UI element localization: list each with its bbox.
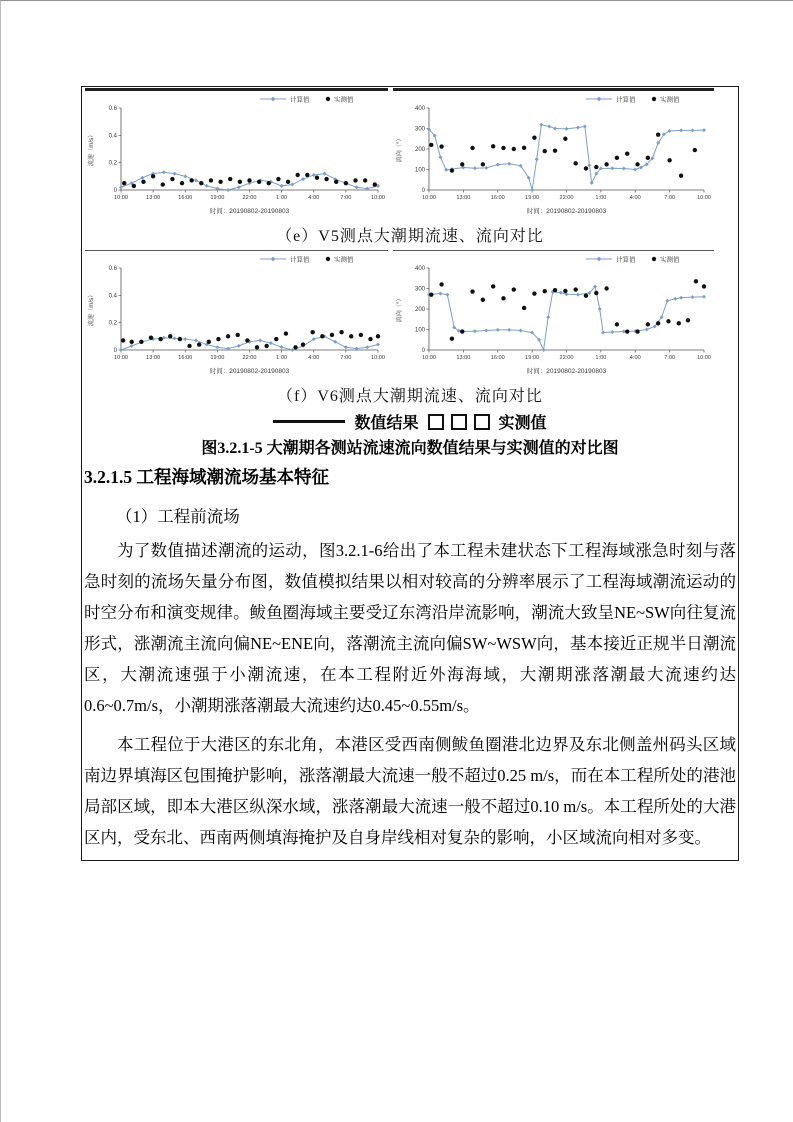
chart-v6-speed <box>85 251 388 377</box>
svg-text:时间：20190802-20190803: 时间：20190802-20190803 <box>209 368 290 375</box>
svg-text:7:00: 7:00 <box>664 195 676 201</box>
figure-legend <box>84 410 736 433</box>
svg-text:10:00: 10:00 <box>697 355 711 361</box>
svg-text:0.4: 0.4 <box>108 133 117 140</box>
chart-image-v6-speed <box>85 250 388 377</box>
svg-text:1:00: 1:00 <box>276 355 288 361</box>
svg-text:16:00: 16:00 <box>178 355 193 361</box>
svg-text:实测值: 实测值 <box>334 96 354 104</box>
svg-text:1:00: 1:00 <box>595 195 607 201</box>
svg-text:10:00: 10:00 <box>422 355 436 361</box>
svg-text:时间：20190802-20190803: 时间：20190802-20190803 <box>209 208 290 215</box>
svg-text:22:00: 22:00 <box>242 355 257 361</box>
section-heading: 3.2.1.5 工程海域潮流场基本特征 <box>84 467 329 487</box>
svg-text:流向（°）: 流向（°） <box>396 295 403 323</box>
svg-text:400: 400 <box>414 106 425 112</box>
svg-text:1:00: 1:00 <box>595 355 607 361</box>
chart-row-v5 <box>85 88 736 217</box>
svg-text:流向（°）: 流向（°） <box>396 135 403 163</box>
caption-e: （e）V5测点大潮期流速、流向对比 <box>276 228 544 245</box>
svg-text:19:00: 19:00 <box>525 195 540 201</box>
svg-text:实测值: 实测值 <box>334 256 354 264</box>
svg-text:0: 0 <box>113 348 117 354</box>
svg-text:实测值: 实测值 <box>660 96 680 104</box>
numeric-result-label: 数值结果 <box>354 415 419 432</box>
svg-text:19:00: 19:00 <box>525 355 540 361</box>
svg-text:0.2: 0.2 <box>108 320 117 327</box>
square-marker-icon <box>451 414 467 430</box>
svg-text:13:00: 13:00 <box>456 355 471 361</box>
svg-text:13:00: 13:00 <box>146 355 161 361</box>
svg-text:22:00: 22:00 <box>559 355 574 361</box>
svg-text:0.2: 0.2 <box>108 160 117 167</box>
square-marker-icon <box>428 414 444 430</box>
chart-v5-direction <box>393 91 714 217</box>
chart-v5-speed <box>85 91 388 217</box>
svg-text:时间：20190802-20190803: 时间：20190802-20190803 <box>526 368 607 375</box>
svg-text:400: 400 <box>414 266 425 272</box>
svg-text:22:00: 22:00 <box>242 195 257 201</box>
svg-text:13:00: 13:00 <box>456 195 471 201</box>
svg-text:10:00: 10:00 <box>114 355 128 361</box>
svg-text:0.6: 0.6 <box>108 266 117 272</box>
report-table-cell <box>81 86 739 861</box>
svg-text:计算值: 计算值 <box>616 96 636 104</box>
svg-text:0.6: 0.6 <box>108 106 117 112</box>
svg-text:10:00: 10:00 <box>114 195 128 201</box>
svg-text:10:00: 10:00 <box>422 195 436 201</box>
svg-text:300: 300 <box>414 126 425 133</box>
svg-text:200: 200 <box>414 147 425 153</box>
svg-text:0: 0 <box>421 188 425 194</box>
paragraph-flow-description: 为了数值描述潮流的运动，图3.2.1-6给出了本工程未建状态下工程海域涨急时刻与落急时刻的流场矢量分布图，数值模拟结果以相对较高的分辨率展示了工程海域潮流运动的时空分布和演变规律。鲅鱼圈海域主要受辽东湾沿岸流影响，潮流大致呈NE~SW向往复流形式，涨潮流主流向偏NE~ENE向，落潮流主流向偏SW~WSW向，基本接近正规半日潮流区，大潮流速强于小潮流速，在本工程附近外海海域，大潮期涨落潮最大流速约达0.6~0.7m/s，小潮期涨落潮最大流速约达0.45~0.55m/s。 <box>84 541 736 715</box>
paragraph-project-location: 本工程位于大港区的东北角，本港区受西南侧鲅鱼圈港北边界及东北侧盖州码头区域南边界填海区包围掩护影响，涨落潮最大流速一般不超过0.25 m/s，而在本工程所处的港池局部区域，即本大港区纵深水域，涨落潮最大流速一般不超过0.10 m/s。本工程所处的大港区内，受东北、西南两侧填海掩护及自身岸线相对复杂的影响，小区域流向相对多变。 <box>84 735 736 847</box>
numeric-result-line-icon <box>273 420 345 423</box>
svg-text:16:00: 16:00 <box>178 195 193 201</box>
svg-text:流速（m/s）: 流速（m/s） <box>88 291 95 327</box>
svg-text:4:00: 4:00 <box>629 355 641 361</box>
svg-text:0: 0 <box>421 348 425 354</box>
svg-text:4:00: 4:00 <box>629 195 641 201</box>
chart-v6-direction <box>393 251 714 377</box>
svg-text:0: 0 <box>113 188 117 194</box>
figure-caption: 图3.2.1-5 大潮期各测站流速流向数值结果与实测值的对比图 <box>201 440 619 457</box>
caption-f: （f）V6测点大潮期流速、流向对比 <box>277 388 543 405</box>
svg-text:16:00: 16:00 <box>490 355 505 361</box>
subsection-heading: （1）工程前流场 <box>116 507 240 526</box>
chart-image-v6-direction <box>393 250 714 377</box>
square-marker-icon <box>474 414 490 430</box>
svg-text:100: 100 <box>414 167 425 174</box>
svg-text:300: 300 <box>414 286 425 293</box>
svg-text:19:00: 19:00 <box>210 355 225 361</box>
svg-text:22:00: 22:00 <box>559 195 574 201</box>
svg-text:10:00: 10:00 <box>371 355 385 361</box>
svg-text:13:00: 13:00 <box>146 195 161 201</box>
measured-square-icons <box>428 414 490 430</box>
svg-text:7:00: 7:00 <box>340 195 352 201</box>
svg-text:流速（m/s）: 流速（m/s） <box>88 131 95 167</box>
svg-text:19:00: 19:00 <box>210 195 225 201</box>
svg-text:计算值: 计算值 <box>290 256 310 264</box>
svg-text:时间：20190802-20190803: 时间：20190802-20190803 <box>526 208 607 215</box>
chart-image-v5-speed <box>85 88 388 217</box>
svg-text:7:00: 7:00 <box>340 355 352 361</box>
svg-text:7:00: 7:00 <box>664 355 676 361</box>
svg-text:100: 100 <box>414 327 425 334</box>
svg-text:200: 200 <box>414 307 425 313</box>
svg-text:10:00: 10:00 <box>371 195 385 201</box>
chart-row-v6 <box>85 250 736 377</box>
svg-text:10:00: 10:00 <box>697 195 711 201</box>
svg-text:16:00: 16:00 <box>490 195 505 201</box>
svg-text:0.4: 0.4 <box>108 293 117 300</box>
chart-image-v5-direction <box>393 88 714 217</box>
svg-text:4:00: 4:00 <box>308 355 320 361</box>
svg-text:计算值: 计算值 <box>616 256 636 264</box>
svg-text:实测值: 实测值 <box>660 256 680 264</box>
svg-text:4:00: 4:00 <box>308 195 320 201</box>
svg-text:1:00: 1:00 <box>276 195 288 201</box>
svg-text:计算值: 计算值 <box>290 96 310 104</box>
measured-value-label: 实测值 <box>498 415 547 432</box>
